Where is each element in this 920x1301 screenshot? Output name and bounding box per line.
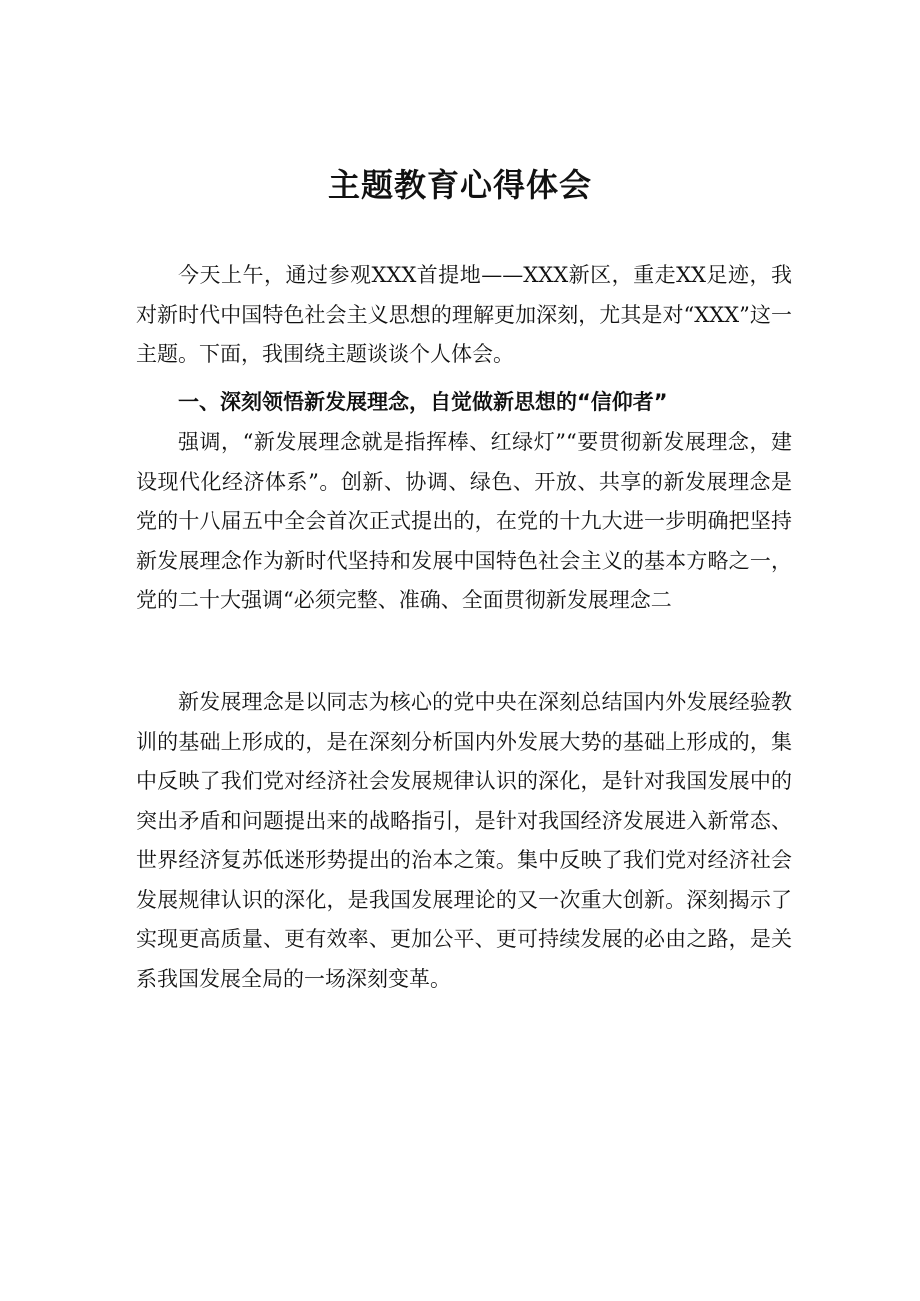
intro-paragraph	[136, 256, 792, 375]
section-heading: 一、深刻领悟新发展理念，自觉做新思想的“信仰者”	[178, 390, 668, 414]
paragraph-text: 强调，“新发展理念就是指挥棒、红绿灯”“要贯彻新发展理念，建设现代化经济体系”。创新、协调、绿色、开放、共享的新发展理念是党的十八届五中全会首次正式提出的，在党的十九大进一步明确把坚持新发展理念作为新时代坚持和发展中国特色社会主义的基本方略之一，党的二十大强调“必须完整、准确、全面贯彻新发展理念二	[136, 430, 792, 612]
body-paragraph	[136, 423, 792, 621]
document-title: 主题教育心得体会	[327, 166, 592, 204]
paragraph-text: 今天上午，通过参观XXX首提地——XXX新区，重走XX足迹，我对新时代中国特色社会主义思想的理解更加深刻，尤其是对“XXX”这一主题。下面，我围绕主题谈谈个人体会。	[136, 263, 792, 366]
paragraph-text: 新发展理念是以同志为核心的党中央在深刻总结国内外发展经验教训的基础上形成的，是在深刻分析国内外发展大势的基础上形成的，集中反映了我们党对经济社会发展规律认识的深化，是针对我国发展中的突出矛盾和问题提出来的战略指引，是针对我国经济发展进入新常态、世界经济复苏低迷形势提出的治本之策。集中反映了我们党对经济社会发展规律认识的深化，是我国发展理论的又一次重大创新。深刻揭示了实现更高质量、更有效率、更加公平、更可持续发展的必由之路，是关系我国发展全局的一场深刻变革。	[136, 690, 792, 991]
body-paragraph	[136, 683, 792, 999]
